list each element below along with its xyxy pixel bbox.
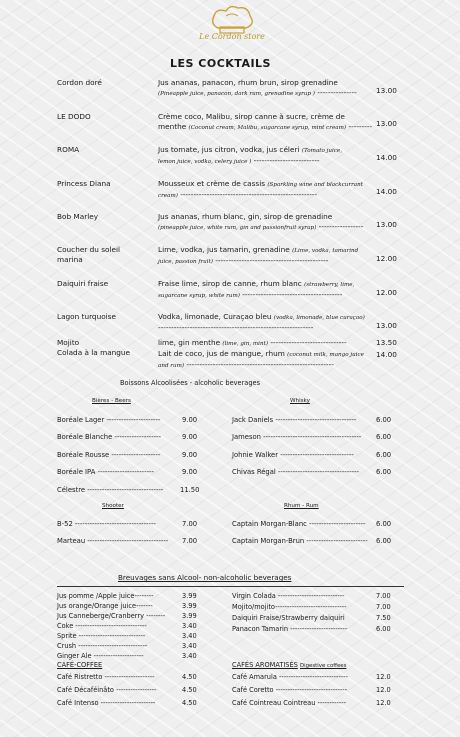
item-price: 3.40 — [182, 622, 197, 630]
list-item: Ginger Ale --------------------- — [57, 652, 144, 660]
list-item: Café Coretto ------------------------------ — [232, 686, 348, 694]
list-item: Célestre ------------------------------- — [57, 486, 164, 494]
cocktail-description: Fraise lime, sirop de canne, rhum blanc (strawberry, lime, sugarcane syrup, white rum) -------------------------------------- — [158, 279, 355, 299]
item-price: 6.00 — [376, 433, 392, 441]
list-item: Chivas Régal --------------------------------- — [232, 468, 359, 476]
item-price: 4.50 — [182, 686, 197, 694]
cocktail-price: 13.50 — [376, 338, 397, 347]
cocktail-price: 13.00 — [376, 119, 397, 128]
page-title: LES COCKTAILS — [170, 57, 271, 70]
cocktail-name: Daiquiri fraise — [57, 279, 109, 288]
cocktail-description: Lime, vodka, jus tamarin, grenadine (Lime, vodka, tamarind juice, passion fruit) ------------------------------------------- — [158, 245, 359, 265]
divider — [57, 586, 404, 587]
list-item: Captain Morgan-Blanc ----------------------- — [232, 520, 366, 528]
item-price: 7.00 — [376, 592, 391, 600]
item-price: 12.0 — [376, 699, 391, 707]
list-item: Panacon Tamarin ------------------------ — [232, 625, 348, 633]
section-title-nonalcoholic: Breuvages sans Alcool- non-alcoholic beverages — [118, 573, 292, 582]
list-item: Boréale Blanche ------------------- — [57, 433, 162, 441]
list-item: Café Décaféinâto ----------------- — [57, 686, 157, 694]
list-item: Jameson ---------------------------------------- — [232, 433, 362, 441]
whisky-heading: Whisky — [290, 398, 310, 404]
item-price: 6.00 — [376, 537, 392, 545]
item-price: 7.00 — [376, 603, 391, 611]
item-price: 11.50 — [180, 486, 200, 494]
item-price: 9.00 — [182, 468, 198, 476]
cocktail-name: Mojito Colada à la mangue — [57, 338, 131, 357]
cocktail-description: Mousseux et crème de cassis (Sparkling wine and blackcurrant cream) ---------------------------------------------------- — [158, 179, 363, 199]
list-item: Boréale IPA ----------------------- — [57, 468, 154, 476]
item-price: 3.40 — [182, 632, 197, 640]
list-item: Virgin Colada ---------------------------- — [232, 592, 345, 600]
cocktail-description: Jus ananas, panacon, rhum brun, sirop grenadine (Pineapple juice, panacon, dark rum, grenadine syrup ) --------------- — [158, 78, 357, 97]
chef-hat-icon — [196, 2, 268, 36]
list-item: B-52 --------------------------------- — [57, 520, 156, 528]
cocktail-name: Princess Diana — [57, 179, 111, 188]
cocktail-price: 13.00 — [376, 220, 397, 229]
list-item: Boréale Rousse -------------------- — [57, 451, 161, 459]
item-price: 6.00 — [376, 468, 392, 476]
beers-heading: Bières - Beers — [92, 398, 131, 404]
shooter-heading: Shooter — [102, 503, 124, 509]
item-price: 3.40 — [182, 652, 197, 660]
list-item: Café Ristretto --------------------- — [57, 673, 155, 681]
cocktail-description: Crème coco, Malibu, sirop canne à sucre, crème de menthe (Coconut cream, Malibu, sugarcane syrup, mint cream) --------- — [158, 112, 373, 131]
list-item: Café Intenso ----------------------- — [57, 699, 156, 707]
cocktail-description: lime, gin menthe (lime, gin, mint) ----------------------------- Lait de coco, jus de mangue, rhum (coconut milk, mango juice and rum) -------------------------------------------------------- — [158, 338, 364, 369]
item-price: 4.50 — [182, 673, 197, 681]
item-price: 3.40 — [182, 642, 197, 650]
cocktail-price: 13.00 — [376, 321, 397, 330]
list-item: Mojito/mojito------------------------------ — [232, 603, 347, 611]
item-price: 9.00 — [182, 433, 198, 441]
cocktail-price: 14.00 — [376, 153, 397, 162]
item-price: 9.00 — [182, 416, 198, 424]
item-price: 6.00 — [376, 625, 391, 633]
list-item: Crush ----------------------------- — [57, 642, 148, 650]
list-item: Daiquiri Fraise/Strawberry daiquiri — [232, 614, 345, 622]
cocktail-name: Lagon turquoise — [57, 312, 116, 321]
item-price: 12.0 — [376, 686, 391, 694]
item-price: 6.00 — [376, 520, 392, 528]
list-item: Café Cointreau Cointreau ------------ — [232, 699, 347, 707]
rum-heading: Rhum - Rum — [284, 503, 319, 509]
list-item: Sprite ---------------------------- — [57, 632, 146, 640]
list-item: Jus orange/Orange juice------- — [57, 602, 153, 610]
item-price: 7.00 — [182, 520, 198, 528]
restaurant-logo — [196, 2, 268, 46]
list-item: Jus Canneberge/Cranberry -------- — [57, 612, 166, 620]
cocktail-description: Jus tomate, jus citron, vodka, jus céleri (Tomato juice, lemon juice, vodka, celery juice ) ------------------------- — [158, 145, 343, 165]
item-price: 3.99 — [182, 592, 197, 600]
list-item: Marteau --------------------------------- — [57, 537, 169, 545]
list-item: Coke ------------------------------ — [57, 622, 147, 630]
cocktail-description: Jus ananas, rhum blanc, gin, sirop de grenadine (pineapple juice, white rum, gin and passionfruit syrup) ----------------- — [158, 212, 364, 231]
item-price: 6.00 — [376, 416, 392, 424]
logo-text: Le Cordon store — [199, 32, 265, 41]
item-price: 3.99 — [182, 602, 197, 610]
cocktail-price: 13.00 — [376, 86, 397, 95]
cocktail-price: 14.00 — [376, 187, 397, 196]
item-price: 6.00 — [376, 451, 392, 459]
list-item: Johnie Walker ------------------------------ — [232, 451, 354, 459]
cocktail-price: 12.00 — [376, 254, 397, 263]
item-price: 7.50 — [376, 614, 391, 622]
list-item: Jus pomme /Apple juice-------- — [57, 592, 154, 600]
list-item: Boréale Lager ---------------------- — [57, 416, 161, 424]
cocktail-name: ROMA — [57, 145, 80, 154]
list-item: Jack Daniels --------------------------------- — [232, 416, 357, 424]
item-price: 3.99 — [182, 612, 197, 620]
section-title-alcoholic: Boissons Alcoolisées - alcoholic beverages — [120, 379, 261, 387]
cocktail-name: Coucher du soleil marina — [57, 245, 121, 264]
item-price: 4.50 — [182, 699, 197, 707]
item-price: 9.00 — [182, 451, 198, 459]
cocktail-name: LE DODO — [57, 112, 91, 121]
coffee-heading: CAFÉ-COFFEE — [57, 661, 103, 669]
cocktail-description: Vodka, limonade, Curaçao bleu (vodka, limonade, blue curaçao) ----------------------------------------------------------- — [158, 312, 365, 332]
cocktail-price: 14.00 — [376, 350, 397, 359]
list-item: Café Amarula ----------------------------- — [232, 673, 348, 681]
item-price: 12.0 — [376, 673, 391, 681]
cocktail-name: Cordon doré — [57, 78, 102, 87]
list-item: Captain Morgan-Brun ------------------------- — [232, 537, 368, 545]
cocktail-price: 12.00 — [376, 288, 397, 297]
item-price: 7.00 — [182, 537, 198, 545]
flavored-coffee-heading: CAFÉS AROMATISÉS Digestive coffees — [232, 661, 347, 669]
cocktail-name: Bob Marley — [57, 212, 99, 221]
